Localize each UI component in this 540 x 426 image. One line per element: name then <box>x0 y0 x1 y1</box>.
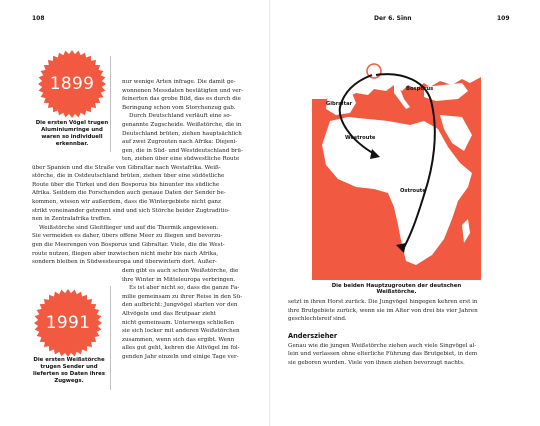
text-line: route nutzen, fliegen aber inzwischen nicht mehr bis nach Afrika, <box>32 250 219 257</box>
madagascar-landmass <box>462 219 470 243</box>
text-line: Es ist aber nicht so, dass die ganze Fa- <box>129 285 240 292</box>
caption-line: Die ersten Vögel trugen <box>35 120 109 126</box>
text-line: nur wenige Arten infrage. Die damit ge- <box>122 79 236 85</box>
text-line: Beringung schon vom Storchenzug gab. <box>122 104 236 111</box>
text-line: nen in Zentralafrika treffen. <box>32 216 112 223</box>
text-line: Weißstörche sind Gleitflieger und auf die Thermik angewiesen. <box>39 224 219 231</box>
caption-line: Die ersten Weißstörche <box>33 357 105 363</box>
map-illustration <box>312 55 481 280</box>
text-line: ten, ziehen über eine südwestliche Route <box>122 156 240 162</box>
text-line: ihre Brutgebiete zurück, wenn sie im Alter von drei bis vier Jahren <box>288 307 478 314</box>
text-line: den aufbricht: Jungvögel starten vor den <box>122 302 238 309</box>
text-line: gen, die in Süd- und Westdeutschland brü- <box>122 147 243 154</box>
text-line: lein und verlassen ohne elterliche Führung das Brutgebiet, in dem <box>288 351 478 358</box>
year-badge-1899 <box>37 49 107 119</box>
left-text-column-full <box>32 155 246 267</box>
text-line: Sie vermeiden es daher, übers offene Meer zu fliegen und bevorzu- <box>32 233 223 240</box>
badge-year-1899: 1899 <box>49 74 95 94</box>
text-line: sondern bleiben in Südwesteuropa und überwintern dort. Außer- <box>32 259 217 266</box>
left-text-column-bottom <box>122 267 246 362</box>
badge-caption-1899 <box>30 120 114 148</box>
right-page-number: 109 <box>497 15 510 22</box>
column-divider-bottom <box>110 286 111 390</box>
section-heading: Anderszieher <box>288 331 338 340</box>
map-caption: Die beiden Hauptzugrouten der deutschen Weißstörche. <box>331 283 462 295</box>
map-label-bosporus: Bosporus <box>406 86 434 92</box>
right-text-column <box>288 298 514 368</box>
text-line: dem gibt es auch schon Weißstörche, die <box>122 268 239 274</box>
text-line: strikt voneinander getrennt sind und sich Störche beider Zugtraditio- <box>32 207 230 214</box>
text-line: Deutschland brüten, ziehen hauptsächlich <box>122 130 242 137</box>
text-line: ihre Winter in Mitteleuropa verbringen. <box>122 276 236 283</box>
text-line: sie geboren wurden. Viele von ihnen ziehen bevorzugt nachts. <box>288 359 465 366</box>
badge-caption-1991 <box>30 357 108 385</box>
caption-line: erkennbar. <box>55 141 89 147</box>
text-line: nicht gemeinsam. Unterwegs schließen <box>122 319 235 326</box>
text-line: Afrika. Seitdem die Forschenden auch genaue Daten der Sender be- <box>32 190 226 197</box>
text-line: gen die Meerengen von Bosporus und Gibraltar. Viele, die die West- <box>32 241 225 248</box>
column-divider-top <box>110 56 111 152</box>
text-line: sie sich locker mit anderen Weißstörchen <box>122 328 240 335</box>
badge-year-1991: 1991 <box>45 313 91 333</box>
caption-line: Aluminiumringe und <box>41 127 103 133</box>
text-line: Durch Deutschland verläuft eine so- <box>129 113 232 120</box>
migration-map <box>312 55 481 280</box>
book-gutter <box>269 0 271 426</box>
running-head: Der 6. Sinn <box>374 15 412 22</box>
text-line: setzt in ihren Horst zurück. Die Jungvögel hingegen kehren erst in <box>288 299 478 305</box>
map-label-westroute: Westroute <box>345 135 376 141</box>
year-badge-1991 <box>33 288 103 358</box>
text-line: alles gut geht, kehren die Altvögel im fol- <box>122 345 240 352</box>
text-line: geschlechtsreif sind. <box>288 316 347 323</box>
left-page-number: 108 <box>32 15 45 22</box>
caption-line: Zugwegs. <box>54 378 84 384</box>
left-text-column-top <box>122 78 246 155</box>
text-line: genannte Zugscheide. Weißstörche, die in <box>122 121 242 128</box>
text-line: störche, die in Ostdeutschland brüten, ziehen über eine südöstliche <box>32 173 225 180</box>
text-line: milie gemeinsam zu ihrer Reise in den Sü- <box>122 293 243 300</box>
caption-line: lieferten so Daten ihres <box>32 371 105 377</box>
text-line: genden Jahr einzeln und einige Tage ver- <box>122 353 239 360</box>
text-line: feinerten das grobe Bild, das es durch die <box>122 96 241 103</box>
text-line: auf zwei Zugrouten nach Afrika: Diejeni- <box>122 139 238 146</box>
caption-line: trugen Sender und <box>40 364 98 370</box>
text-line: zusammen, wenn sich das ergibt. Wenn <box>122 336 235 343</box>
map-label-ostroute: Ostroute <box>400 188 426 194</box>
caption-line: waren so individuell <box>41 134 103 140</box>
text-line: über Spanien und die Straße von Gibraltar nach Westafrika. Weiß- <box>32 164 221 171</box>
text-line: wonnenen Messdaten bestätigten und ver- <box>122 87 244 94</box>
text-line: Altvögeln und das Brutpaar zieht <box>122 310 217 317</box>
text-line: Genau wie die jungen Weißstörche ziehen auch viele Singvögel al- <box>288 342 477 349</box>
text-line: Route über die Türkei und den Bosporus bis hinunter ins südliche <box>32 181 220 188</box>
text-line: kommen, wissen wir außerdem, dass die Wintergebiete nicht ganz <box>32 198 221 205</box>
map-label-gibraltar: Gibraltar <box>326 101 353 107</box>
